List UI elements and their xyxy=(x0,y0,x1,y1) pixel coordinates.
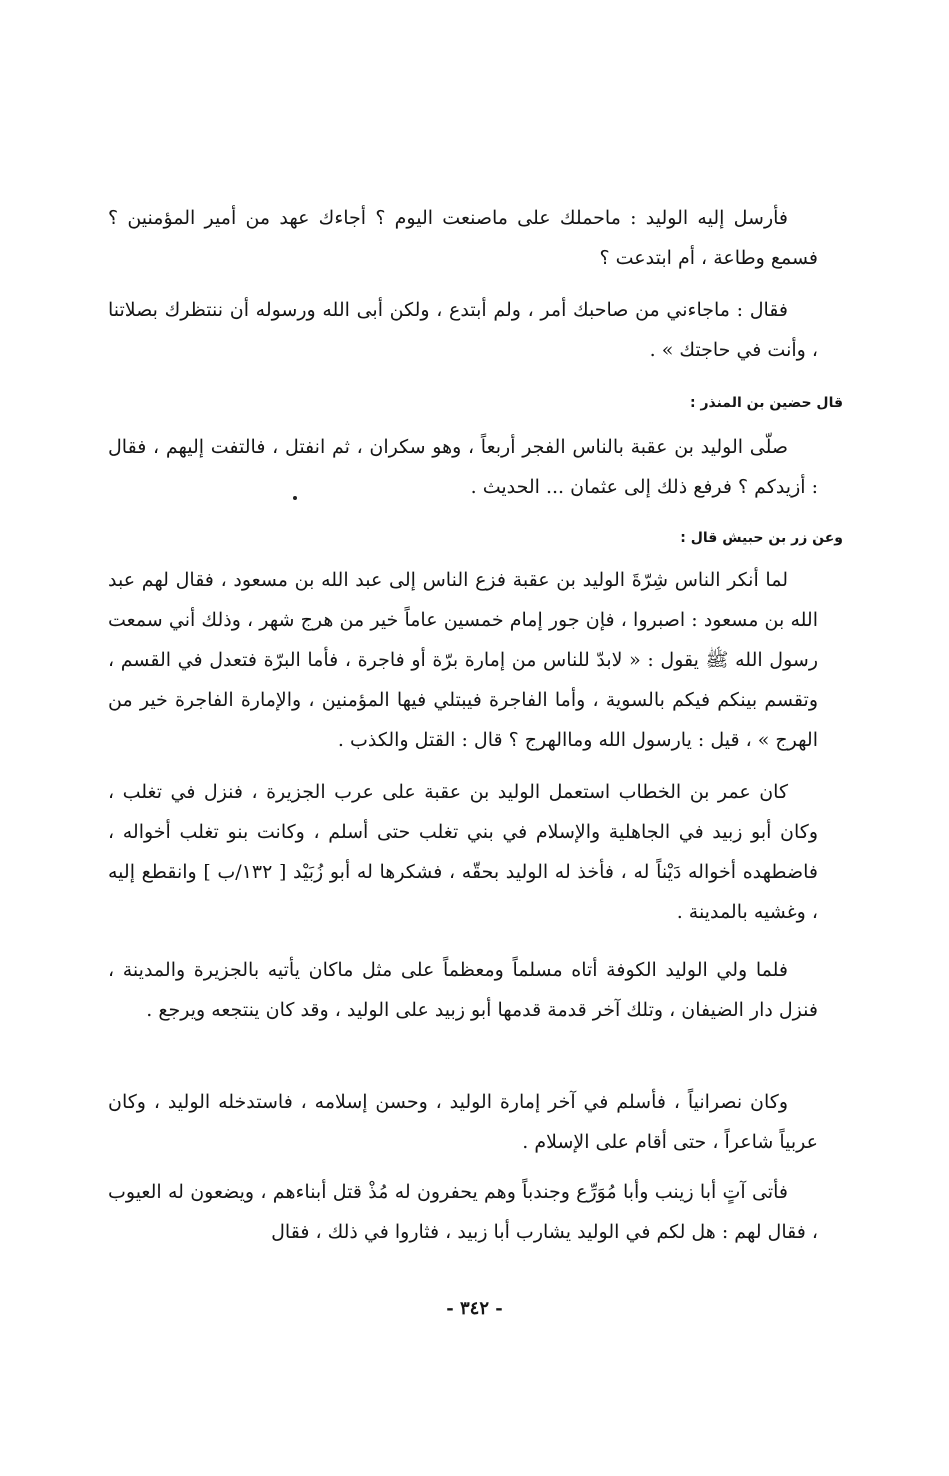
paragraph-7: وكان نصرانياً ، فأسلم في آخر إمارة الوليد ، وحسن إسلامه ، فاستدخله الوليد ، وكان عربياً شاعراً ، حتى أقام على الإسلام . xyxy=(108,1091,818,1153)
page-number: - ٣٤٢ - xyxy=(446,1298,503,1319)
paragraph-2: فقال : ماجاءني من صاحبك أمر ، ولم أبتدع ، ولكن أبى الله ورسوله أن ننتظرك بصلاتنا ، وأنت في حاجتك » . xyxy=(108,299,818,361)
stray-dot xyxy=(293,496,297,500)
paragraph-1: فأرسل إليه الوليد : ماحملك على ماصنعت اليوم ؟ أجاءك عهد من أمير المؤمنين ؟ فسمع وطاعة ، أم ابتدعت ؟ xyxy=(108,207,818,269)
section-heading-hudayn: قال حضين بن المنذر : xyxy=(689,395,843,411)
paragraph-4: لما أنكر الناس شِرّةَ الوليد بن عقبة فزع الناس إلى عبد الله بن مسعود ، فقال لهم عبد الله بن مسعود : اصبروا ، فإن جور إمام خمسين عاماً خير من هرج شهر ، وذلك أني سمعت رسول الله ﷺ يقول : « لابدّ للناس من إمارة برّة أو فاجرة ، فأما البرّة فتعدل في القسم ، وتقسم بينكم فيكم بالسوية ، وأما الفاجرة فيبتلي فيها المؤمنين ، والإمارة الفاجرة خير من الهرج » ، قيل : يارسول الله وماالهرج ؟ قال : القتل والكذب . xyxy=(108,569,818,751)
paragraph-6: فلما ولي الوليد الكوفة أتاه مسلماً ومعظماً على مثل ماكان يأتيه بالجزيرة والمدينة ، فنزل دار الضيفان ، وتلك آخر قدمة قدمها أبو زبيد على الوليد ، وقد كان ينتجعه ويرجع . xyxy=(108,959,818,1021)
paragraph-3: صلّى الوليد بن عقبة بالناس الفجر أربعاً ، وهو سكران ، ثم انفتل ، فالتفت إليهم ، فقال : أزيدكم ؟ فرفع ذلك إلى عثمان ... الحديث . xyxy=(108,436,818,498)
paragraph-8: فأتى آتٍ أبا زينب وأبا مُوَرِّع وجندباً وهم يحفرون له مُذْ قتل أبناءهم ، ويضعون له العيوب ، فقال لهم : هل لكم في الوليد يشارب أبا زبيد ، فثاروا في ذلك ، فقال xyxy=(108,1181,818,1243)
paragraph-5: كان عمر بن الخطاب استعمل الوليد بن عقبة على عرب الجزيرة ، فنزل في تغلب ، وكان أبو زبيد في الجاهلية والإسلام في بني تغلب حتى أسلم ، وكانت بنو تغلب أخواله ، فاضطهده أخواله دَيْناً له ، فأخذ له الوليد بحقّه ، فشكرها له أبو زُبَيْد [ ١٣٢/ب ] وانقطع إليه ، وغشيه بالمدينة . xyxy=(108,781,819,923)
section-heading-zirr: وعن زر بن حبيش قال : xyxy=(680,530,843,546)
